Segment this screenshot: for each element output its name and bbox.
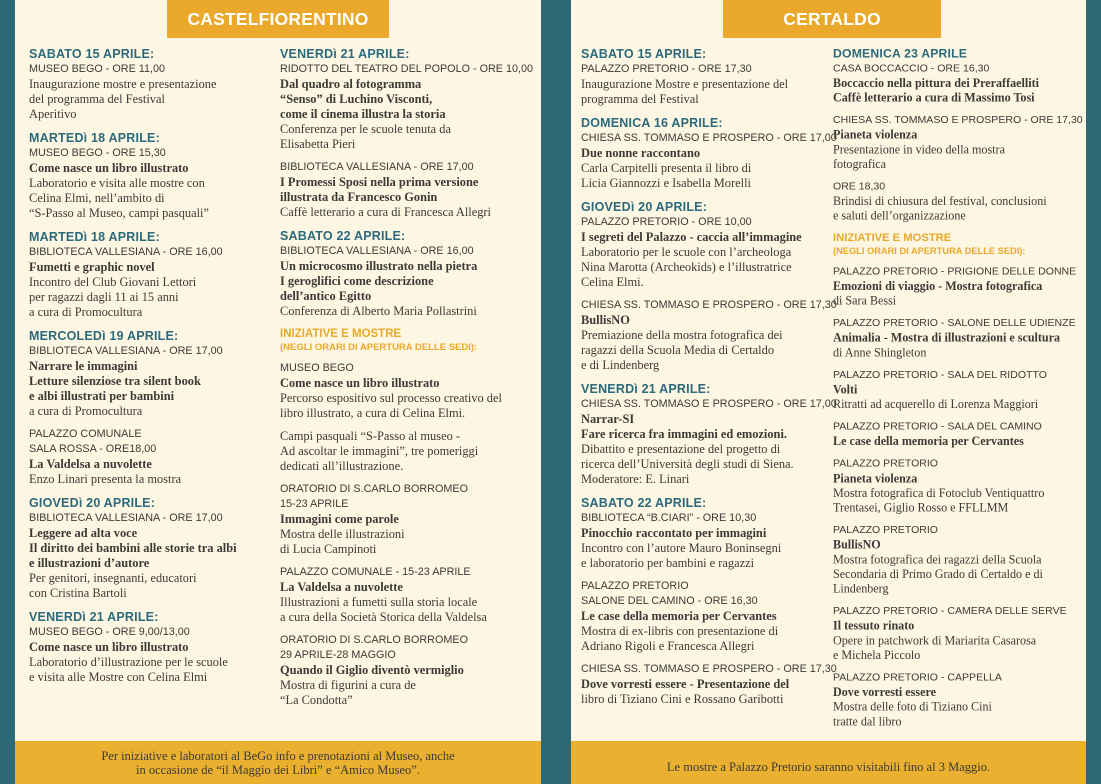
- event-venue: BIBLIOTECA VALLESIANA - ORE 17,00: [29, 512, 223, 524]
- castelfiorentino-column-2: [280, 46, 538, 716]
- event-entry: [833, 368, 1085, 412]
- certaldo-column-1: [581, 46, 837, 715]
- event-description: ragazzi della Scuola Media di Certaldo: [581, 343, 775, 357]
- event-description: Celina Elmi.: [581, 275, 644, 289]
- section-subheading: (NEGLI ORARI DI APERTURA DELLE SEDI):: [833, 246, 1026, 257]
- event-venue: PALAZZO PRETORIO - SALONE DELLE UDIENZE: [833, 317, 1076, 330]
- event-venue: CHIESA SS. TOMMASO E PROSPERO - ORE 17,30: [581, 663, 837, 675]
- event-description: e laboratorio per bambini e ragazzi: [581, 556, 755, 570]
- event-title: e albi illustrati per bambini: [29, 389, 175, 403]
- event-title: Le case della memoria per Cervantes: [833, 434, 1024, 449]
- event-venue: ORE 18,30: [833, 180, 886, 193]
- event-entry: [280, 327, 538, 353]
- event-title: Dove vorresti essere - Presentazione del: [581, 677, 790, 691]
- event-title: I geroglifici come descrizione: [280, 274, 434, 288]
- event-description: Laboratorio d’illustrazione per le scuole: [29, 655, 228, 669]
- event-venue: PALAZZO PRETORIO - ORE 10,00: [581, 216, 752, 228]
- event-description: tratte dal libro: [833, 714, 902, 729]
- event-venue: BIBLIOTECA VALLESIANA - ORE 17,00: [280, 161, 474, 173]
- event-description: Mostra di ex-libris con presentazione di: [581, 624, 779, 638]
- event-venue: ORATORIO DI S.CARLO BORROMEO: [280, 634, 468, 646]
- event-title: come il cinema illustra la storia: [280, 107, 446, 121]
- event-venue: SALA ROSSA - ORE18,00: [29, 443, 157, 455]
- event-description: Dibattito e presentazione del progetto di: [581, 442, 781, 456]
- event-description: con Cristina Bartoli: [29, 586, 127, 600]
- event-venue: PALAZZO PRETORIO - CAPPELLA: [833, 671, 1002, 684]
- event-date: MERCOLEDì 19 APRILE:: [29, 329, 179, 343]
- event-venue: MUSEO BEGO - ORE 15,30: [29, 147, 166, 159]
- event-entry: [833, 231, 1085, 256]
- event-venue: PALAZZO PRETORIO - PRIGIONE DELLE DONNE: [833, 265, 1077, 278]
- event-entry: [581, 579, 837, 654]
- event-description: a cura di Promocultura: [29, 404, 143, 418]
- event-date: VENERDì 21 APRILE:: [280, 47, 410, 61]
- event-venue: 15-23 APRILE: [280, 498, 349, 510]
- event-entry: [29, 328, 277, 419]
- event-venue: MUSEO BEGO: [280, 362, 354, 374]
- event-entry: [29, 495, 277, 601]
- event-title: Come nasce un libro illustrato: [29, 161, 189, 175]
- event-description: Aperitivo: [29, 107, 77, 121]
- event-venue: BIBLIOTECA VALLESIANA - ORE 17,00: [29, 345, 223, 357]
- event-venue: BIBLIOTECA “B.CIARI” - ORE 10,30: [581, 512, 757, 524]
- event-entry: [280, 429, 538, 474]
- event-entry: [29, 609, 277, 685]
- event-entry: [833, 523, 1085, 596]
- footer-line: in occasione de “il Maggio dei Libri” e “Amico Museo”.: [136, 763, 420, 777]
- event-entry: [833, 265, 1085, 309]
- event-title: Il tessuto rinato: [833, 618, 915, 633]
- event-date: SABATO 15 APRILE:: [29, 47, 155, 61]
- section-heading: INIZIATIVE E MOSTRE: [280, 328, 402, 340]
- event-description: del programma del Festival: [29, 92, 165, 106]
- event-date: SABATO 22 APRILE:: [581, 496, 707, 510]
- event-date: GIOVEDì 20 APRILE:: [581, 200, 708, 214]
- event-title: Come nasce un libro illustrato: [280, 376, 440, 390]
- event-title: “Senso” di Luchino Visconti,: [280, 92, 433, 106]
- event-venue: PALAZZO PRETORIO - SALA DEL RIDOTTO: [833, 369, 1047, 381]
- event-venue: RIDOTTO DEL TEATRO DEL POPOLO - ORE 10,00: [280, 63, 533, 75]
- event-entry: [581, 495, 837, 571]
- event-date: MARTEDì 18 APRILE:: [29, 131, 160, 145]
- event-title: Due nonne raccontano: [581, 146, 701, 160]
- event-title: Leggere ad alta voce: [29, 526, 138, 540]
- event-venue: PALAZZO PRETORIO: [833, 524, 939, 536]
- event-entry: [280, 633, 538, 708]
- event-entry: [833, 457, 1085, 516]
- event-venue: BIBLIOTECA VALLESIANA - ORE 16,00: [29, 246, 223, 258]
- event-description: Trentasei, Giglio Rosso e FFLLMM: [833, 500, 1009, 515]
- event-description: programma del Festival: [581, 92, 699, 106]
- event-date: DOMENICA 16 APRILE:: [581, 116, 723, 130]
- event-title: BullisNO: [581, 313, 630, 327]
- event-description: Mostra di figurini a cura de: [280, 678, 416, 692]
- event-venue: CHIESA SS. TOMMASO E PROSPERO - ORE 17,30: [581, 299, 837, 311]
- event-entry: [280, 160, 538, 220]
- event-entry: [29, 427, 277, 487]
- event-venue: PALAZZO PRETORIO: [581, 580, 689, 592]
- event-date: MARTEDì 18 APRILE:: [29, 230, 160, 244]
- event-description: Brindisi di chiusura del festival, conclusioni: [833, 194, 1047, 209]
- event-title: Narrare le immagini: [29, 359, 138, 373]
- event-description: Incontro del Club Giovani Lettori: [29, 275, 197, 289]
- event-title: Pinocchio raccontato per immagini: [581, 526, 767, 540]
- event-entry: [280, 565, 538, 625]
- castelfiorentino-title: CASTELFIORENTINO: [167, 0, 389, 38]
- event-entry: [581, 298, 837, 373]
- event-description: Mostra delle foto di Tiziano Cini: [833, 699, 992, 714]
- event-title: I Promessi Sposi nella prima versione: [280, 175, 479, 189]
- event-description: Per genitori, insegnanti, educatori: [29, 571, 197, 585]
- event-description: Lindenberg: [833, 581, 889, 596]
- event-title: Letture silenziose tra silent book: [29, 374, 201, 388]
- event-venue: CHIESA SS. TOMMASO E PROSPERO - ORE 17,00: [581, 398, 837, 410]
- event-title: Come nasce un libro illustrato: [29, 640, 189, 654]
- event-title: Boccaccio nella pittura dei Preraffaelliti: [833, 76, 1039, 90]
- event-entry: [833, 46, 1085, 106]
- event-date: GIOVEDì 20 APRILE:: [29, 496, 156, 510]
- castelfiorentino-column-1: [29, 46, 277, 693]
- event-description: Campi pasquali “S-Passo al museo -: [280, 429, 460, 443]
- event-venue: MUSEO BEGO - ORE 11,00: [29, 63, 165, 75]
- event-description: Nina Marotta (Archeokids) e l’illustratrice: [581, 260, 792, 274]
- event-entry: [280, 46, 538, 152]
- event-description: Inaugurazione mostre e presentazione: [29, 77, 217, 91]
- event-description: Celina Elmi, nell’ambito di: [29, 191, 165, 205]
- event-description: Ritratti ad acquerello di Lorenza Maggiori: [833, 397, 1039, 412]
- event-entry: [280, 361, 538, 421]
- event-description: Mostra delle illustrazioni: [280, 527, 405, 541]
- event-title: Le case della memoria per Cervantes: [581, 609, 777, 623]
- event-description: Caffè letterario a cura di Francesca Allegri: [280, 205, 491, 219]
- event-date: VENERDì 21 APRILE:: [29, 610, 159, 624]
- event-entry: [833, 604, 1085, 663]
- event-venue: PALAZZO PRETORIO: [833, 457, 939, 470]
- event-description: a cura di Promocultura: [29, 305, 143, 319]
- event-date: SABATO 15 APRILE:: [581, 47, 707, 61]
- event-description: Moderatore: E. Linari: [581, 472, 690, 486]
- event-description: ricerca dell’Università degli studi di Siena.: [581, 457, 794, 471]
- event-venue: PALAZZO COMUNALE: [29, 428, 142, 440]
- event-venue: MUSEO BEGO - ORE 9,00/13,00: [29, 626, 190, 638]
- event-description: libro illustrato, a cura di Celina Elmi.: [280, 406, 466, 420]
- event-date: VENERDì 21 APRILE:: [581, 382, 711, 396]
- event-title: Caffè letterario a cura di Massimo Tosi: [833, 90, 1035, 105]
- event-description: dedicati all’illustrazione.: [280, 459, 404, 473]
- certaldo-footer: [571, 741, 1086, 784]
- event-title: illustrata da Francesco Gonin: [280, 190, 438, 204]
- event-description: Adriano Rigoli e Francesca Allegri: [581, 639, 755, 653]
- event-title: dell’antico Egitto: [280, 289, 372, 303]
- event-title: BullisNO: [833, 537, 881, 552]
- event-venue: PALAZZO COMUNALE - 15-23 APRILE: [280, 566, 471, 578]
- event-title: Pianeta violenza: [833, 127, 918, 142]
- event-title: Volti: [833, 382, 858, 397]
- certaldo-column-2: [833, 46, 1085, 737]
- event-venue: CHIESA SS. TOMMASO E PROSPERO - ORE 17,30: [833, 114, 1083, 127]
- event-description: Mostra fotografica di Fotoclub Ventiquattro: [833, 486, 1045, 500]
- event-title: Animalia - Mostra di illustrazioni e scultura: [833, 330, 1061, 345]
- event-description: Opere in patchwork di Mariarita Casarosa: [833, 633, 1037, 648]
- event-entry: [833, 671, 1085, 730]
- certaldo-panel: [571, 0, 1086, 784]
- event-venue: CHIESA SS. TOMMASO E PROSPERO - ORE 17,00: [581, 132, 837, 144]
- event-title: e illustrazioni d’autore: [29, 556, 150, 570]
- event-description: Secondaria di Primo Grado di Certaldo e di: [833, 567, 1043, 581]
- event-title: Narrar-SI: [581, 412, 635, 426]
- event-title: La Valdelsa a nuvolette: [280, 580, 403, 594]
- event-entry: [581, 662, 837, 707]
- event-description: Incontro con l’autore Mauro Boninsegni: [581, 541, 782, 555]
- event-title: Immagini come parole: [280, 512, 399, 526]
- event-description: Licia Giannozzi e Isabella Morelli: [581, 176, 751, 190]
- event-description: Premiazione della mostra fotografica dei: [581, 328, 783, 342]
- event-description: per ragazzi dagli 11 ai 15 anni: [29, 290, 179, 304]
- event-title: La Valdelsa a nuvolette: [29, 457, 152, 471]
- event-venue: PALAZZO PRETORIO - ORE 17,30: [581, 63, 752, 75]
- event-description: Illustrazioni a fumetti sulla storia locale: [280, 595, 478, 609]
- event-description: di Sara Bessi: [833, 293, 897, 308]
- event-date: DOMENICA 23 APRILE: [833, 46, 968, 61]
- event-date: SABATO 22 APRILE:: [280, 229, 406, 243]
- event-title: Dove vorresti essere: [833, 685, 936, 699]
- event-description: Mostra fotografica dei ragazzi della Scuola: [833, 552, 1042, 567]
- event-description: Laboratorio per le scuole con l’archeologa: [581, 245, 792, 259]
- event-description: e visita alle Mostre con Celina Elmi: [29, 670, 208, 684]
- event-description: di Lucia Campinoti: [280, 542, 377, 556]
- event-description: Enzo Linari presenta la mostra: [29, 472, 182, 486]
- event-description: Carla Carpitelli presenta il libro di: [581, 161, 752, 175]
- event-venue: PALAZZO PRETORIO - SALA DEL CAMINO: [833, 420, 1042, 433]
- castelfiorentino-panel: [15, 0, 541, 784]
- event-venue: BIBLIOTECA VALLESIANA - ORE 16,00: [280, 245, 474, 257]
- footer-line: Le mostre a Palazzo Pretorio saranno visitabili fino al 3 Maggio.: [666, 760, 991, 774]
- event-description: Presentazione in video della mostra: [833, 142, 1005, 157]
- event-venue: 29 APRILE-28 MAGGIO: [280, 649, 396, 661]
- event-entry: [581, 199, 837, 290]
- event-title: Il diritto dei bambini alle storie tra albi: [29, 541, 237, 555]
- event-description: Ad ascoltar le immagini”, tre pomeriggi: [280, 444, 479, 458]
- event-entry: [29, 130, 277, 221]
- event-title: Un microcosmo illustrato nella pietra: [280, 259, 478, 273]
- event-entry: [29, 229, 277, 320]
- event-title: Fumetti e graphic novel: [29, 260, 155, 274]
- event-venue: SALONE DEL CAMINO - ORE 16,30: [581, 595, 758, 607]
- event-title: I segreti del Palazzo - caccia all’immagine: [581, 230, 802, 244]
- event-venue: ORATORIO DI S.CARLO BORROMEO: [280, 483, 468, 495]
- section-subheading: (NEGLI ORARI DI APERTURA DELLE SEDI):: [280, 342, 478, 353]
- event-description: Conferenza di Alberto Maria Pollastrini: [280, 304, 477, 318]
- event-description: “La Condotta”: [280, 693, 353, 707]
- event-entry: [833, 180, 1085, 224]
- event-description: e Michela Piccolo: [833, 648, 921, 662]
- event-entry: [833, 113, 1085, 172]
- event-description: di Anne Shingleton: [833, 345, 927, 360]
- event-entry: [280, 228, 538, 319]
- footer-line: Per iniziative e laboratori al BeGo info e prenotazioni al Museo, anche: [101, 749, 455, 763]
- certaldo-title: CERTALDO: [723, 0, 941, 38]
- event-description: libro di Tiziano Cini e Rossano Garibotti: [581, 692, 784, 706]
- event-description: Percorso espositivo sul processo creativo del: [280, 391, 502, 405]
- section-heading: INIZIATIVE E MOSTRE: [833, 232, 952, 245]
- event-description: e di Lindenberg: [581, 358, 660, 372]
- event-title: Emozioni di viaggio - Mostra fotografica: [833, 279, 1043, 293]
- event-description: Laboratorio e visita alle mostre con: [29, 176, 205, 190]
- event-description: Inaugurazione Mostre e presentazione del: [581, 77, 789, 91]
- event-title: Pianeta violenza: [833, 471, 918, 486]
- event-description: e saluti dell’organizzazione: [833, 208, 966, 223]
- event-venue: CASA BOCCACCIO - ORE 16,30: [833, 62, 990, 75]
- event-entry: [280, 482, 538, 557]
- event-description: fotografica: [833, 157, 887, 171]
- event-venue: PALAZZO PRETORIO - CAMERA DELLE SERVE: [833, 605, 1067, 617]
- event-entry: [581, 46, 837, 107]
- event-entry: [29, 46, 277, 122]
- event-description: “S-Passo al Museo, campi pasquali”: [29, 206, 209, 220]
- event-description: Elisabetta Pieri: [280, 137, 356, 151]
- castelfiorentino-footer: [15, 741, 541, 784]
- event-description: Conferenza per le scuole tenuta da: [280, 122, 451, 136]
- event-entry: [581, 115, 837, 191]
- event-entry: [581, 381, 837, 487]
- event-title: Dal quadro al fotogramma: [280, 77, 422, 91]
- event-description: a cura della Società Storica della Valdelsa: [280, 610, 487, 624]
- event-title: Fare ricerca fra immagini ed emozioni.: [581, 427, 787, 441]
- event-entry: [833, 420, 1085, 449]
- event-title: Quando il Giglio diventò vermiglio: [280, 663, 464, 677]
- event-entry: [833, 316, 1085, 360]
